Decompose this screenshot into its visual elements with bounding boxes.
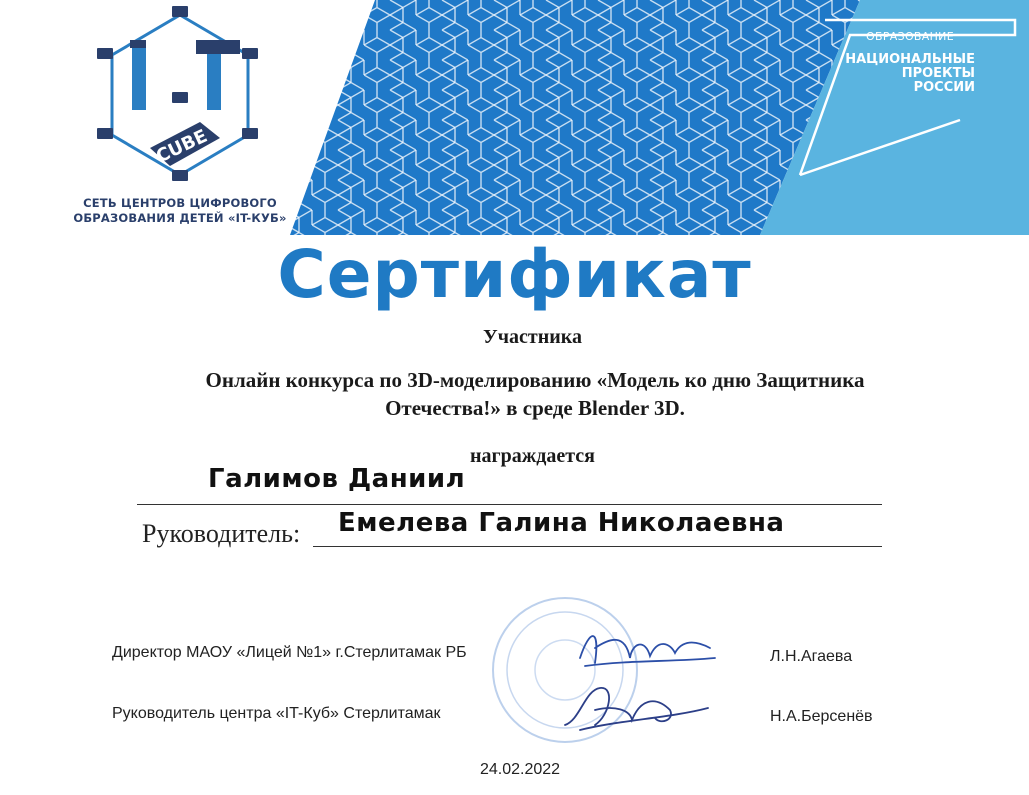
np-line2: ПРОЕКТЫ bbox=[901, 66, 975, 81]
awarded-label: награждается bbox=[470, 445, 595, 467]
head-role: Руководитель центра «IT-Куб» Стерлитамак bbox=[112, 705, 441, 722]
logo-caption bbox=[70, 196, 290, 226]
director-signature bbox=[570, 618, 720, 678]
np-line1: НАЦИОНАЛЬНЫЕ bbox=[845, 52, 975, 67]
certificate-title: Сертификат bbox=[277, 236, 752, 313]
head-signature bbox=[560, 680, 710, 740]
certificate-date: 24.02.2022 bbox=[479, 761, 561, 778]
logo-caption-line2: ОБРАЗОВАНИЯ ДЕТЕЙ «IT-КУБ» bbox=[73, 211, 287, 225]
recipient-underline bbox=[137, 504, 882, 505]
it-cube-logo bbox=[97, 6, 258, 181]
logo-caption-line1: СЕТЬ ЦЕНТРОВ ЦИФРОВОГО bbox=[83, 196, 277, 210]
director-role: Директор МАОУ «Лицей №1» г.Стерлитамак РБ bbox=[112, 644, 467, 661]
director-name: Л.Н.Агаева bbox=[770, 648, 853, 665]
leader-label: Руководитель: bbox=[142, 519, 301, 548]
national-projects-logo bbox=[845, 30, 975, 95]
recipient-name: Галимов Даниил bbox=[208, 464, 466, 494]
leader-underline bbox=[313, 546, 882, 547]
np-top-label: ОБРАЗОВАНИЕ bbox=[866, 30, 954, 43]
contest-line2: Отечества!» в среде Blender 3D. bbox=[385, 396, 685, 420]
svg-text:CUBE: CUBE bbox=[152, 125, 211, 168]
contest-description bbox=[135, 366, 935, 422]
head-name: Н.А.Берсенёв bbox=[770, 708, 873, 725]
leader-name: Емелева Галина Николаевна bbox=[338, 508, 785, 538]
np-line3: РОССИИ bbox=[913, 80, 975, 95]
participant-label: Участника bbox=[483, 326, 582, 348]
contest-line1: Онлайн конкурса по 3D-моделированию «Модель ко дню Защитника bbox=[205, 368, 865, 392]
